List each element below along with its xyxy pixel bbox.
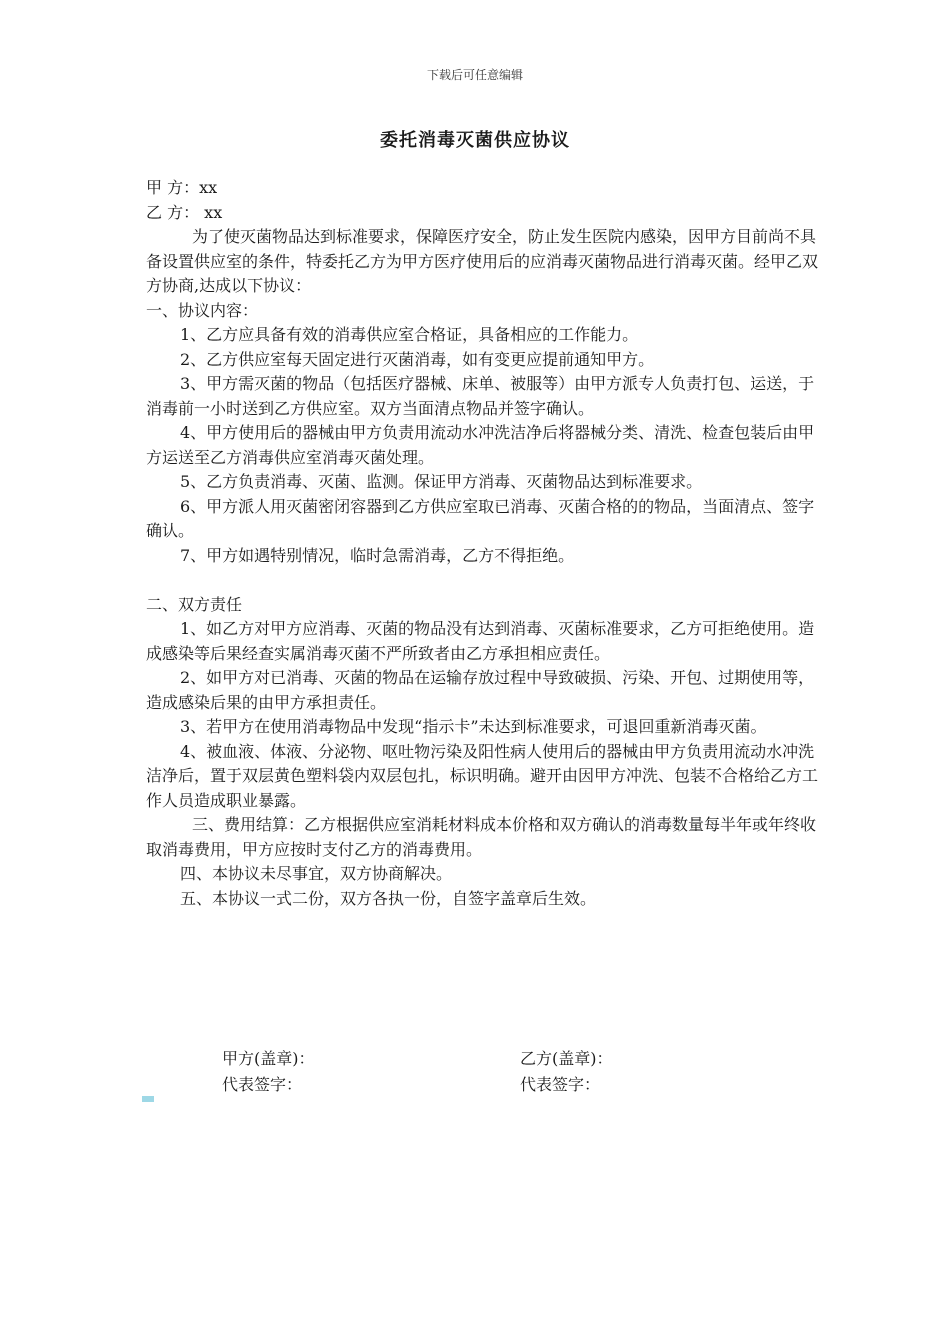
- section5-paragraph: 五、本协议一式二份，双方各执一份，自签字盖章后生效。: [180, 888, 597, 908]
- edit-marker: [142, 1096, 154, 1102]
- section3-paragraph: 三、费用结算：乙方根据供应室消耗材料成本价格和双方确认的消毒数量每半年或年终收取消毒费用，甲方应按时支付乙方的消毒费用。: [146, 815, 817, 859]
- section1-item: 4、甲方使用后的器械由甲方负责用流动水冲洗洁净后将器械分类、清洗、检查包装后由甲方运送至乙方消毒供应室消毒灭菌处理。: [146, 423, 815, 467]
- party-a-signature-block: [222, 1046, 482, 1098]
- header-note: 下载后可任意编辑: [426, 68, 523, 82]
- section2-item: 1、如乙方对甲方应消毒、灭菌的物品没有达到消毒、灭菌标准要求，乙方可拒绝使用。造成感染等后果经查实属消毒灭菌不严所致者由乙方承担相应责任。: [146, 619, 815, 663]
- paragraph-gap: [146, 568, 826, 593]
- section2-item: 3、若甲方在使用消毒物品中发现“指示卡”未达到标准要求，可退回重新消毒灭菌。: [180, 717, 767, 736]
- section2-item: 2、如甲方对已消毒、灭菌的物品在运输存放过程中导致破损、污染、开包、过期使用等，造成感染后果的由甲方承担责任。: [146, 668, 815, 712]
- section1-item: 6、甲方派人用灭菌密闭容器到乙方供应室取已消毒、灭菌合格的的物品，当面清点、签字确认。: [146, 496, 815, 540]
- party-b-signature-block: [520, 1046, 780, 1098]
- party-b-seal-label: 乙方(盖章)：: [520, 1049, 613, 1068]
- party-a-seal-label: 甲方(盖章)：: [222, 1049, 315, 1068]
- party-a-line: 甲 方：xx: [146, 178, 218, 197]
- section1-item: 7、甲方如遇特别情况，临时急需消毒，乙方不得拒绝。: [180, 545, 575, 565]
- section2-item: 4、被血液、体液、分泌物、呕吐物污染及阳性病人使用后的器械由甲方负责用流动水冲洗洁净后，置于双层黄色塑料袋内双层包扎，标识明确。避开由因甲方冲洗、包装不合格给乙方工作人员造成职业暴露。: [146, 741, 819, 810]
- section4-paragraph: 四、本协议未尽事宜，双方协商解决。: [180, 864, 453, 883]
- party-a-rep-label: 代表签字：: [222, 1075, 303, 1094]
- section1-item: 5、乙方负责消毒、灭菌、监测。保证甲方消毒、灭菌物品达到标准要求。: [180, 472, 703, 491]
- party-b-line: 乙 方： xx: [146, 202, 223, 222]
- party-b-rep-label: 代表签字：: [520, 1075, 601, 1094]
- section1-item: 2、乙方供应室每天固定进行灭菌消毒，如有变更应提前通知甲方。: [180, 349, 655, 369]
- agreement-body: [146, 176, 826, 911]
- section2-heading: 二、双方责任: [146, 594, 243, 614]
- document-title: 委托消毒灭菌供应协议: [380, 130, 570, 151]
- intro-paragraph: 为了使灭菌物品达到标准要求，保障医疗安全，防止发生医院内感染，因甲方目前尚不具备设置供应室的条件，特委托乙方为甲方医疗使用后的应消毒灭菌物品进行消毒灭菌。经甲乙双方协商,达成以下协议：: [146, 227, 819, 295]
- section1-item: 3、甲方需灭菌的物品（包括医疗器械、床单、被服等）由甲方派专人负责打包、运送，于消毒前一小时送到乙方供应室。双方当面清点物品并签字确认。: [146, 374, 815, 418]
- section1-heading: 一、协议内容：: [146, 300, 259, 320]
- section1-item: 1、乙方应具备有效的消毒供应室合格证，具备相应的工作能力。: [180, 325, 639, 344]
